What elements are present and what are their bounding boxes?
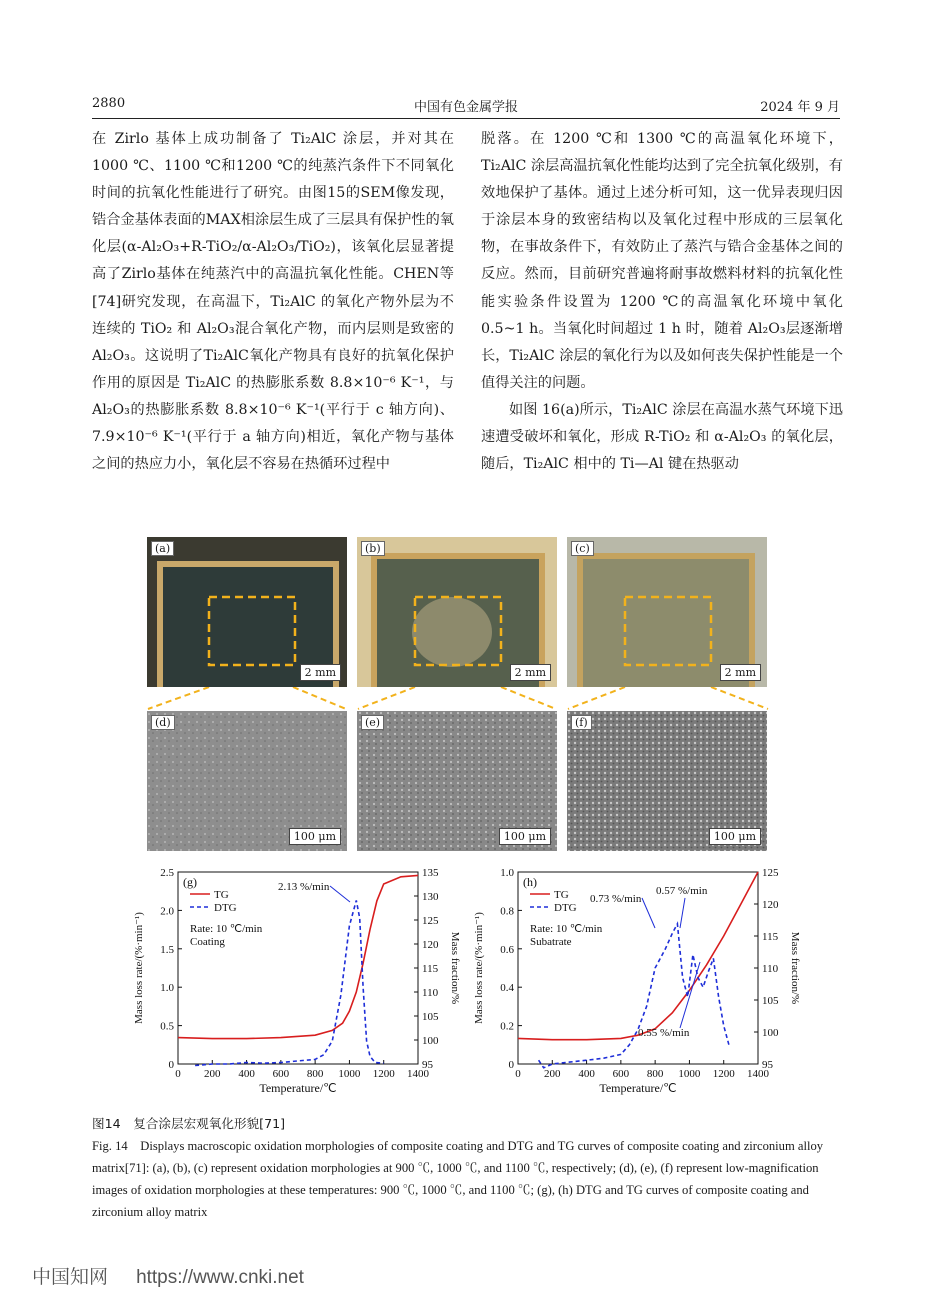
annotation-pointer — [330, 886, 350, 902]
x-tick-label: 1200 — [712, 1068, 735, 1080]
y-tick-label: 0 — [508, 1059, 514, 1071]
x-tick-label: 0 — [175, 1068, 181, 1080]
data-annotation: 0.73 %/min — [590, 893, 642, 905]
scale-bar: 2 mm — [300, 664, 341, 681]
panel-label: (b) — [361, 541, 385, 556]
y-tick-label: 0.6 — [500, 943, 514, 956]
left-column — [92, 126, 454, 478]
photo-c — [567, 537, 767, 687]
x-tick-label: 600 — [612, 1068, 630, 1080]
y2-tick-label: 135 — [422, 867, 439, 879]
y2-tick-label: 95 — [762, 1059, 773, 1071]
panel-label: (c) — [571, 541, 594, 556]
scale-bar: 2 mm — [720, 664, 761, 681]
panel-label: (e) — [361, 715, 384, 730]
y-tick-label: 0.2 — [500, 1020, 514, 1033]
y2-tick-label: 100 — [762, 1027, 779, 1039]
x-tick-label: 1400 — [407, 1068, 429, 1080]
y-tick-label: 0.4 — [500, 982, 514, 995]
body-paragraph: 在 Zirlo 基体上成功制备了 Ti₂AlC 涂层，并对其在 1000 ℃、1100 ℃和1200 ℃的纯蒸汽条件下不同氧化时间的抗氧化性能进行了研究。由图15的SEM像发现，锆合金基体表面的MAX相涂层生成了三层具有保护性的氧化层(α-Al₂O₃+R-TiO₂/α-Al₂O₃/TiO₂)，该氧化层显著提高了Zirlo基体在纯蒸汽中的高温抗氧化性能。CHEN等[74]研究发现，在高温下，Ti₂AlC 的氧化产物外层为不连续的 TiO₂ 和 Al₂O₃混合氧化产物，而内层则是致密的Al₂O₃。这说明了Ti₂AlC氧化产物具有良好的抗氧化保护作用的原因是 Ti₂AlC 的热膨胀系数 8.8×10⁻⁶ K⁻¹，与 Al₂O₃的热膨胀系数 8.8×10⁻⁶ K⁻¹(平行于 c 轴方向)、7.9×10⁻⁶ K⁻¹(平行于 a 轴方向)相近，氧化产物与基体之间的热应力小，氧化层不容易在热循环过程中 — [92, 131, 454, 473]
scale-bar: 100 μm — [709, 828, 761, 845]
y2-tick-label: 105 — [422, 1011, 439, 1023]
sem-e — [357, 711, 557, 851]
chart-note: Coating — [190, 936, 225, 948]
panel-label: (f) — [571, 715, 592, 730]
legend-label: DTG — [214, 902, 237, 914]
photo-b — [357, 537, 557, 687]
x-tick-label: 200 — [544, 1068, 561, 1080]
chart-note: Rate: 10 ℃/min — [530, 923, 603, 935]
y2-tick-label: 110 — [422, 987, 439, 999]
x-tick-label: 600 — [272, 1068, 290, 1080]
y-tick-label: 1.0 — [160, 982, 174, 995]
legend-label: TG — [214, 889, 229, 901]
panel-label: (h) — [523, 875, 537, 889]
running-header — [92, 96, 840, 118]
chart-g — [130, 858, 465, 1108]
journal-name: 中国有色金属学报 — [413, 100, 518, 115]
y-tick-label: 0.5 — [160, 1020, 174, 1033]
x-axis-label: Temperature/℃ — [599, 1081, 677, 1095]
page-number: 2880 — [92, 96, 126, 111]
y2-axis-label: Mass fraction/% — [789, 931, 801, 1005]
issue-date: 2024 年 9 月 — [760, 100, 840, 115]
y2-tick-label: 130 — [422, 891, 439, 903]
cnki-url[interactable]: https://www.cnki.net — [136, 1267, 304, 1288]
scale-bar: 2 mm — [510, 664, 551, 681]
x-tick-label: 1400 — [747, 1068, 769, 1080]
x-tick-label: 800 — [646, 1068, 664, 1080]
x-axis-label: Temperature/℃ — [259, 1081, 337, 1095]
y2-tick-label: 120 — [762, 899, 779, 911]
y2-tick-label: 125 — [762, 867, 779, 879]
chart-h — [470, 858, 805, 1108]
legend-label: TG — [554, 889, 569, 901]
x-tick-label: 800 — [306, 1068, 324, 1080]
y-tick-label: 0.8 — [500, 905, 514, 918]
figure-caption-cn: 图14 复合涂层宏观氧化形貌[71] — [92, 1116, 286, 1131]
sem-d — [147, 711, 347, 851]
y-tick-label: 0 — [168, 1059, 174, 1071]
panel-label: (d) — [151, 715, 175, 730]
y2-tick-label: 120 — [422, 939, 439, 951]
figure-caption-en: Fig. 14 Displays macroscopic oxidation morphologies of composite coating and DTG and TG curves of composite coating and zirconium alloy matrix[71]: (a), (b), (c) represent oxidation morphologies at 900 ℃, 1000 ℃, and 1100 ℃, respectively; (d), (e), (f) represent low-magnification images of oxidation morphologies at these temperatures: 900 ℃, 1000 ℃, and 1100 ℃; (g), (h) DTG and TG curves of composite coating and zirconium alloy matrix — [92, 1139, 824, 1219]
annotation-pointer — [680, 898, 685, 928]
chart-note: Rate: 10 ℃/min — [190, 923, 263, 935]
annotation-pointer — [642, 898, 655, 928]
panel-label: (a) — [151, 541, 174, 556]
body-paragraph: 脱落。在 1200 ℃和 1300 ℃的高温氧化环境下，Ti₂AlC 涂层高温抗氧化性能均达到了完全抗氧化级别，有效地保护了基体。通过上述分析可知，这一优异表现归因于涂层本身的致密结构以及氧化过程中形成的三层氧化物，在事故条件下，有效防止了蒸汽与锆合金基体之间的反应。然而，目前研究普遍将耐事故燃料材料的抗氧化性能实验条件设置为 1200 ℃的高温氧化环境中氧化 0.5~1 h。当氧化时间超过 1 h 时，随着 Al₂O₃层逐渐增长，Ti₂AlC 涂层的氧化行为以及如何丧失保护性能是一个值得关注的问题。 — [481, 131, 843, 391]
data-annotation: 2.13 %/min — [278, 881, 330, 893]
header-rule — [92, 118, 840, 119]
legend-label: DTG — [554, 902, 577, 914]
photo-a — [147, 537, 347, 687]
data-annotation: 0.57 %/min — [656, 885, 708, 897]
y2-tick-label: 105 — [762, 995, 779, 1007]
y-tick-label: 2.0 — [160, 905, 174, 918]
chart-note: Subatrate — [530, 936, 572, 948]
body-paragraph: 如图 16(a)所示，Ti₂AlC 涂层在高温水蒸气环境下迅速遭受破坏和氧化，形成 R-TiO₂ 和 α-Al₂O₃ 的氧化层，随后，Ti₂AlC 相中的 Ti—Al 键在热驱动 — [481, 401, 843, 473]
y2-tick-label: 115 — [422, 963, 439, 975]
y2-axis-label: Mass fraction/% — [449, 931, 461, 1005]
right-column — [481, 126, 843, 478]
x-tick-label: 1000 — [338, 1068, 361, 1080]
x-tick-label: 1200 — [372, 1068, 395, 1080]
y-tick-label: 1.0 — [500, 867, 514, 879]
y-axis-label: Mass loss rate/(%·min⁻¹) — [133, 912, 145, 1024]
y-tick-label: 1.5 — [160, 943, 174, 956]
scale-bar: 100 μm — [499, 828, 551, 845]
cnki-logo: 中国知网 — [32, 1266, 109, 1288]
y-axis-label: Mass loss rate/(%·min⁻¹) — [473, 912, 485, 1024]
y2-tick-label: 95 — [422, 1059, 433, 1071]
y-tick-label: 2.5 — [160, 867, 174, 879]
sem-f — [567, 711, 767, 851]
y2-tick-label: 100 — [422, 1035, 439, 1047]
zoom-connectors — [140, 687, 780, 711]
footer — [32, 1262, 304, 1289]
panel-label: (g) — [183, 875, 197, 889]
y2-tick-label: 110 — [762, 963, 779, 975]
data-annotation: 0.55 %/min — [638, 1027, 690, 1039]
y2-tick-label: 125 — [422, 915, 439, 927]
scale-bar: 100 μm — [289, 828, 341, 845]
x-tick-label: 400 — [238, 1068, 255, 1080]
x-tick-label: 1000 — [678, 1068, 701, 1080]
y2-tick-label: 115 — [762, 931, 779, 943]
x-tick-label: 0 — [515, 1068, 521, 1080]
x-tick-label: 200 — [204, 1068, 221, 1080]
x-tick-label: 400 — [578, 1068, 595, 1080]
